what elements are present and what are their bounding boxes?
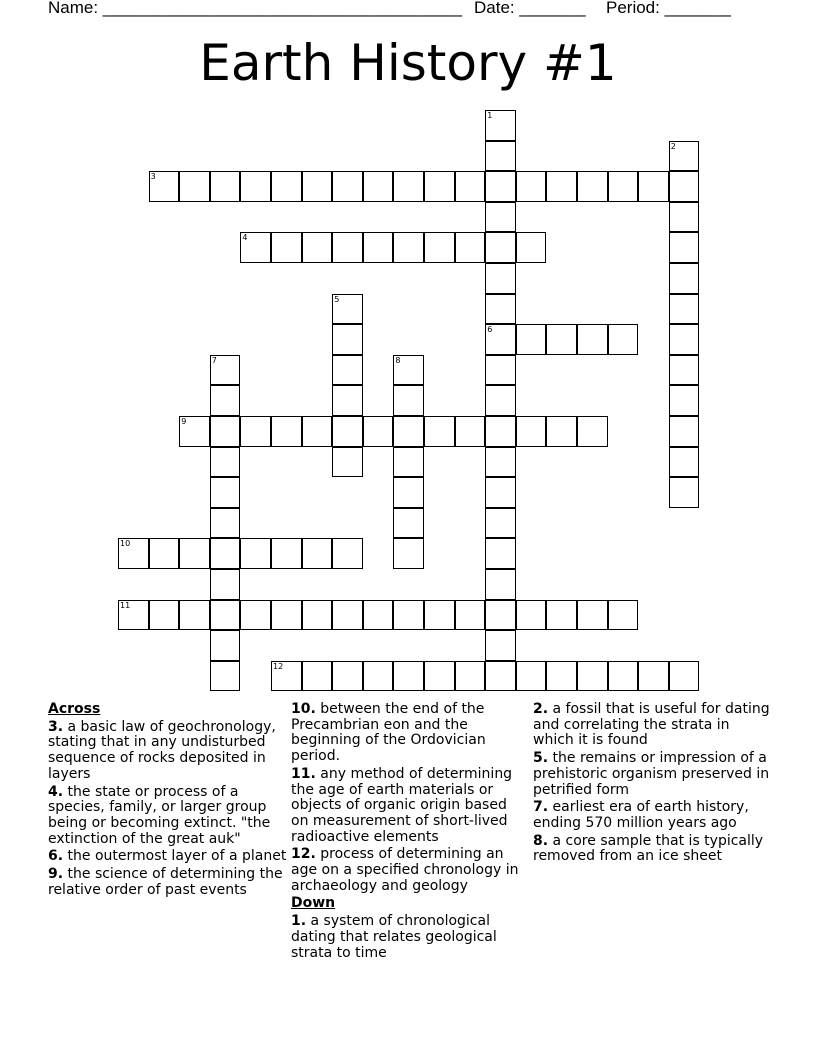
grid-cell[interactable]	[669, 661, 700, 692]
grid-cell[interactable]	[577, 324, 608, 355]
grid-cell[interactable]	[424, 171, 455, 202]
grid-cell[interactable]	[363, 232, 394, 263]
grid-cell[interactable]	[516, 661, 547, 692]
grid-cell[interactable]	[424, 600, 455, 631]
grid-cell[interactable]	[485, 294, 516, 325]
grid-cell[interactable]	[485, 171, 516, 202]
grid-cell[interactable]	[608, 324, 639, 355]
down-clue: 5. the remains or impression of a prehistoric organism preserved in petrified form	[533, 750, 770, 798]
grid-cell[interactable]	[179, 171, 210, 202]
grid-cell[interactable]	[393, 538, 424, 569]
grid-cell[interactable]	[393, 232, 424, 263]
grid-cell[interactable]	[485, 202, 516, 233]
grid-cell[interactable]	[332, 355, 363, 386]
across-heading: Across	[48, 701, 101, 717]
grid-cell[interactable]	[516, 600, 547, 631]
grid-cell[interactable]	[393, 416, 424, 447]
grid-cell[interactable]	[393, 385, 424, 416]
grid-cell[interactable]	[210, 447, 241, 478]
grid-cell[interactable]	[669, 324, 700, 355]
grid-cell[interactable]	[455, 661, 486, 692]
grid-cell[interactable]	[210, 477, 241, 508]
grid-cell[interactable]	[332, 600, 363, 631]
grid-cell[interactable]	[669, 171, 700, 202]
grid-cell[interactable]	[546, 661, 577, 692]
grid-cell[interactable]	[210, 171, 241, 202]
grid-cell[interactable]	[179, 538, 210, 569]
grid-cell[interactable]	[485, 263, 516, 294]
clue-column-1	[48, 702, 288, 900]
grid-cell[interactable]	[302, 600, 333, 631]
grid-cell[interactable]	[393, 600, 424, 631]
grid-cell[interactable]	[577, 661, 608, 692]
clue-number-1: 1	[487, 111, 493, 120]
grid-cell[interactable]	[332, 416, 363, 447]
grid-cell[interactable]	[485, 600, 516, 631]
grid-cell[interactable]	[210, 508, 241, 539]
grid-cell[interactable]	[179, 600, 210, 631]
grid-cell[interactable]	[424, 661, 455, 692]
grid-cell[interactable]	[516, 232, 547, 263]
clue-number-11: 11	[120, 600, 131, 610]
down-clue: 7. earliest era of earth history, ending 570 million years ago	[533, 799, 749, 831]
grid-cell[interactable]	[271, 232, 302, 263]
grid-cell[interactable]	[516, 324, 547, 355]
grid-cell[interactable]	[455, 171, 486, 202]
date-field-label[interactable]: Date: _______	[474, 0, 586, 17]
grid-cell[interactable]	[332, 232, 363, 263]
grid-cell[interactable]	[424, 232, 455, 263]
grid-cell[interactable]	[302, 538, 333, 569]
grid-cell[interactable]	[577, 171, 608, 202]
grid-cell[interactable]	[210, 385, 241, 416]
grid-cell[interactable]	[608, 600, 639, 631]
grid-cell[interactable]	[149, 538, 180, 569]
grid-cell[interactable]	[546, 416, 577, 447]
grid-cell[interactable]	[271, 171, 302, 202]
down-clue: 1. a system of chronological dating that relates geological strata to time	[291, 913, 497, 961]
clue-number-4: 4	[242, 233, 248, 243]
grid-cell[interactable]	[363, 600, 394, 631]
clue-number-5: 5	[334, 294, 340, 304]
grid-cell[interactable]	[669, 263, 700, 294]
grid-cell[interactable]	[393, 661, 424, 692]
grid-cell[interactable]	[393, 477, 424, 508]
grid-cell[interactable]	[638, 661, 669, 692]
grid-cell[interactable]	[332, 538, 363, 569]
grid-cell[interactable]	[485, 569, 516, 600]
grid-cell[interactable]	[149, 600, 180, 631]
grid-cell[interactable]	[546, 171, 577, 202]
grid-cell[interactable]	[271, 416, 302, 447]
grid-cell[interactable]	[271, 538, 302, 569]
grid-cell[interactable]	[485, 477, 516, 508]
page-title: Earth History #1	[199, 34, 617, 92]
down-clue: 8. a core sample that is typically removed from an ice sheet	[533, 832, 764, 865]
grid-cell[interactable]	[363, 661, 394, 692]
grid-cell[interactable]	[638, 171, 669, 202]
grid-cell[interactable]	[332, 171, 363, 202]
grid-cell[interactable]	[455, 416, 486, 447]
grid-cell[interactable]	[669, 447, 700, 478]
grid-cell[interactable]	[669, 232, 700, 263]
grid-cell[interactable]	[424, 416, 455, 447]
clue-column-2	[291, 702, 527, 963]
clue-number-12: 12	[273, 661, 284, 671]
grid-cell[interactable]	[393, 171, 424, 202]
grid-cell[interactable]	[485, 355, 516, 386]
grid-cell[interactable]	[210, 538, 241, 569]
grid-cell[interactable]	[393, 508, 424, 539]
grid-cell[interactable]	[332, 447, 363, 478]
clue-number-8: 8	[395, 355, 401, 365]
clue-number-9: 9	[181, 417, 187, 426]
grid-cell[interactable]	[516, 171, 547, 202]
grid-cell[interactable]	[485, 232, 516, 263]
grid-cell[interactable]	[393, 447, 424, 478]
grid-cell[interactable]	[302, 416, 333, 447]
grid-cell[interactable]	[332, 385, 363, 416]
grid-cell[interactable]	[455, 600, 486, 631]
grid-cell[interactable]	[455, 232, 486, 263]
clue-column-3	[533, 702, 773, 867]
clue-number-2: 2	[670, 141, 676, 151]
grid-cell[interactable]	[332, 661, 363, 692]
grid-cell[interactable]	[485, 416, 516, 447]
across-clue: 11. any method of determining the age of earth materials or objects of organic origin based on measurement of short-lived radioactive elements	[291, 765, 513, 845]
clue-number-3: 3	[150, 172, 156, 182]
grid-cell[interactable]	[302, 171, 333, 202]
across-clue: 9. the science of determining the relative order of past events	[48, 866, 283, 898]
across-clue: 4. the state or process of a species, family, or larger group being or becoming extinct. "the extinction of the great auk"	[48, 783, 271, 847]
across-clue: 3. a basic law of geochronology, stating that in any undisturbed sequence of rocks deposited in layers	[48, 718, 276, 782]
grid-cell[interactable]	[485, 385, 516, 416]
grid-cell[interactable]	[669, 385, 700, 416]
grid-cell[interactable]	[669, 355, 700, 386]
grid-cell[interactable]	[516, 416, 547, 447]
clue-number-6: 6	[487, 325, 493, 335]
across-clue: 12. process of determining an age on a specified chronology in archaeology and geology	[291, 846, 519, 894]
grid-cell[interactable]	[240, 600, 271, 631]
grid-cell[interactable]	[485, 630, 516, 661]
down-clue: 2. a fossil that is useful for dating and correlating the strata in which it is found	[533, 701, 770, 749]
grid-cell[interactable]	[240, 171, 271, 202]
grid-cell[interactable]	[485, 508, 516, 539]
grid-cell[interactable]	[210, 569, 241, 600]
grid-cell[interactable]	[485, 447, 516, 478]
grid-cell[interactable]	[669, 477, 700, 508]
period-field-label[interactable]: Period: _______	[606, 0, 731, 17]
grid-cell[interactable]	[577, 600, 608, 631]
grid-cell[interactable]	[669, 294, 700, 325]
grid-cell[interactable]	[240, 538, 271, 569]
grid-cell[interactable]	[608, 171, 639, 202]
grid-cell[interactable]	[485, 661, 516, 692]
clue-number-10: 10	[120, 539, 131, 549]
clue-number-7: 7	[211, 355, 217, 365]
name-field-label[interactable]: Name: ______________________________________	[48, 0, 463, 17]
grid-cell[interactable]	[669, 416, 700, 447]
grid-cell[interactable]	[302, 661, 333, 692]
grid-cell[interactable]	[332, 324, 363, 355]
grid-cell[interactable]	[210, 416, 241, 447]
grid-cell[interactable]	[577, 416, 608, 447]
grid-cell[interactable]	[302, 232, 333, 263]
grid-cell[interactable]	[546, 324, 577, 355]
across-clue: 10. between the end of the Precambrian eon and the beginning of the Ordovician period.	[291, 701, 486, 765]
down-heading: Down	[291, 895, 336, 912]
grid-cell[interactable]	[363, 416, 394, 447]
grid-cell[interactable]	[210, 600, 241, 631]
grid-cell[interactable]	[271, 600, 302, 631]
grid-cell[interactable]	[485, 538, 516, 569]
across-clue: 6. the outermost layer of a planet	[48, 848, 287, 865]
grid-cell[interactable]	[210, 661, 241, 692]
grid-cell[interactable]	[240, 416, 271, 447]
grid-cell[interactable]	[210, 630, 241, 661]
grid-cell[interactable]	[363, 171, 394, 202]
grid-cell[interactable]	[669, 202, 700, 233]
grid-cell[interactable]	[608, 661, 639, 692]
grid-cell[interactable]	[546, 600, 577, 631]
grid-cell[interactable]	[485, 141, 516, 172]
